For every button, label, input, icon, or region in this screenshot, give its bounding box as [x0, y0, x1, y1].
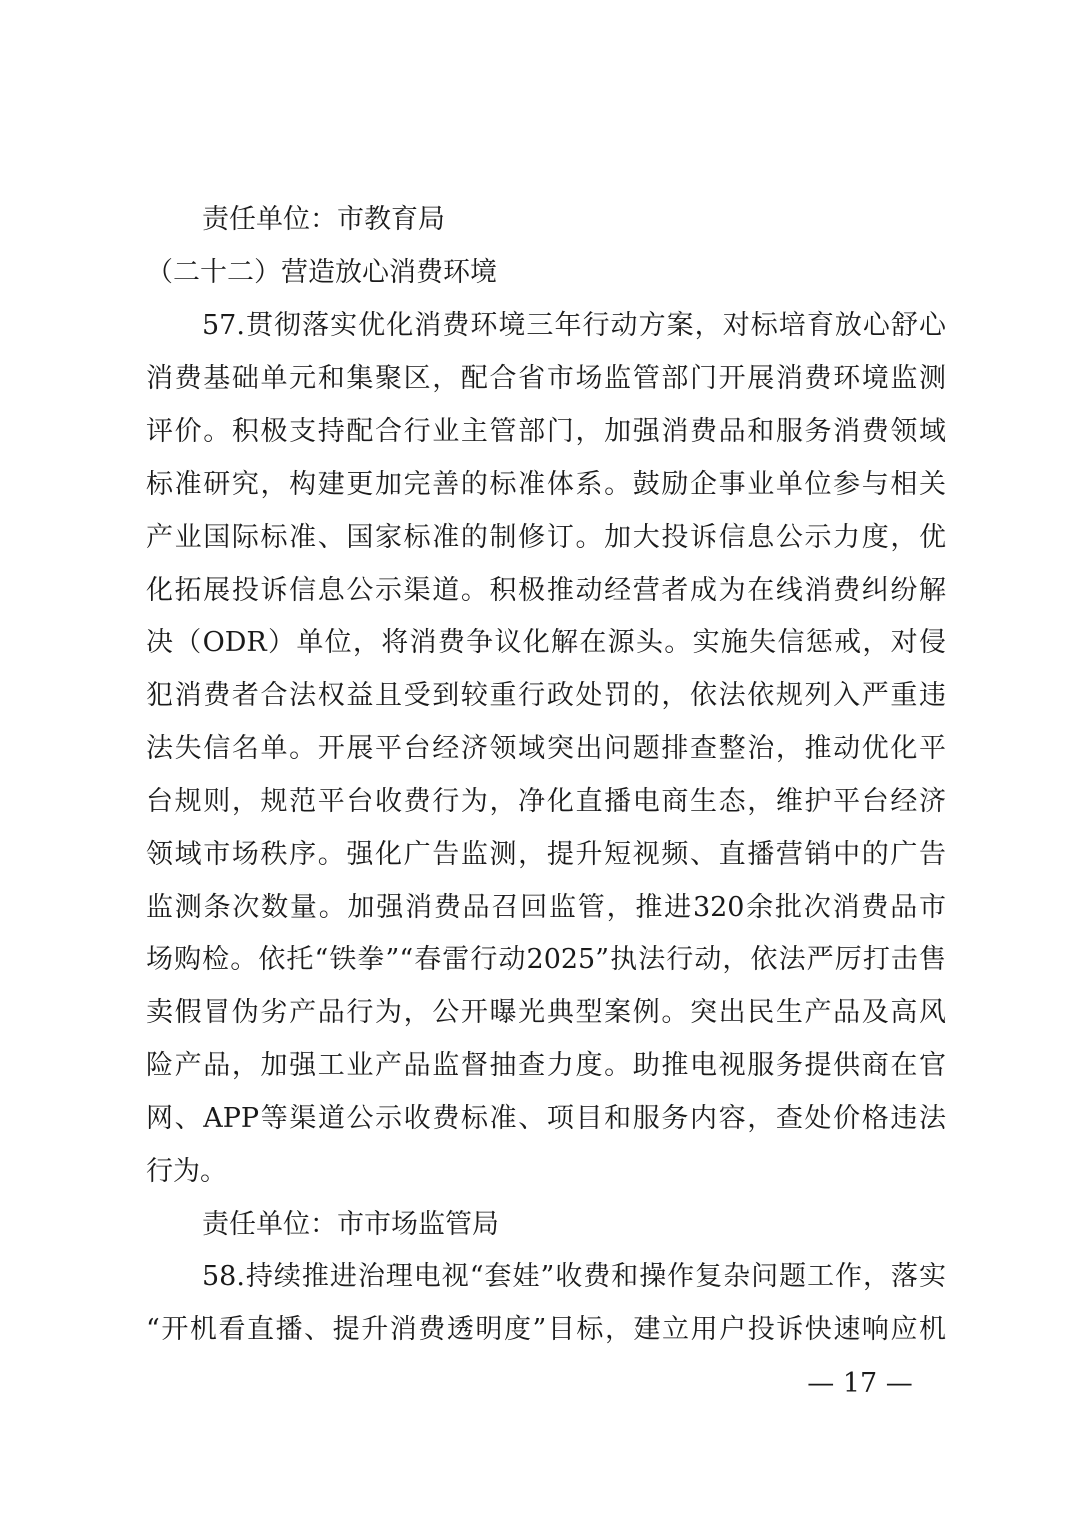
paragraph-line: 决（ODR）单位，将消费争议化解在源头。实施失信惩戒，对侵 [146, 627, 946, 658]
paragraph-line: 产业国际标准、国家标准的制修订。加大投诉信息公示力度，优 [146, 522, 946, 553]
page-number: — 17 — [807, 1368, 913, 1399]
section-heading: （二十二）营造放心消费环境 [146, 257, 497, 288]
paragraph-line: 领域市场秩序。强化广告监测，提升短视频、直播营销中的广告 [146, 839, 946, 870]
paragraph-line: 57.贯彻落实优化消费环境三年行动方案，对标培育放心舒心 [202, 310, 946, 341]
responsibility-unit-line: 责任单位：市教育局 [202, 204, 445, 235]
paragraph-line: 监测条次数量。加强消费品召回监管，推进320余批次消费品市 [146, 892, 946, 923]
paragraph-line: 58.持续推进治理电视“套娃”收费和操作复杂问题工作，落实 [202, 1261, 946, 1292]
paragraph-line: 场购检。依托“铁拳”“春雷行动2025”执法行动，依法严厉打击售 [146, 944, 946, 975]
paragraph-line: 险产品，加强工业产品监督抽查力度。助推电视服务提供商在官 [146, 1050, 946, 1081]
paragraph-line: 行为。 [146, 1156, 227, 1187]
paragraph-line: 网、APP等渠道公示收费标准、项目和服务内容，查处价格违法 [146, 1103, 946, 1134]
paragraph-line: 化拓展投诉信息公示渠道。积极推动经营者成为在线消费纠纷解 [146, 575, 946, 606]
paragraph-line: 台规则，规范平台收费行为，净化直播电商生态，维护平台经济 [146, 786, 946, 817]
paragraph-line: 消费基础单元和集聚区，配合省市场监管部门开展消费环境监测 [146, 363, 946, 394]
paragraph-line: 犯消费者合法权益且受到较重行政处罚的，依法依规列入严重违 [146, 680, 946, 711]
paragraph-line: “开机看直播、提升消费透明度”目标，建立用户投诉快速响应机 [146, 1314, 946, 1345]
paragraph-line: 法失信名单。开展平台经济领域突出问题排查整治，推动优化平 [146, 733, 946, 764]
paragraph-line: 标准研究，构建更加完善的标准体系。鼓励企事业单位参与相关 [146, 469, 946, 500]
responsibility-unit-line: 责任单位：市市场监管局 [202, 1209, 499, 1240]
paragraph-line: 卖假冒伪劣产品行为，公开曝光典型案例。突出民生产品及高风 [146, 997, 946, 1028]
paragraph-line: 评价。积极支持配合行业主管部门，加强消费品和服务消费领域 [146, 416, 946, 447]
